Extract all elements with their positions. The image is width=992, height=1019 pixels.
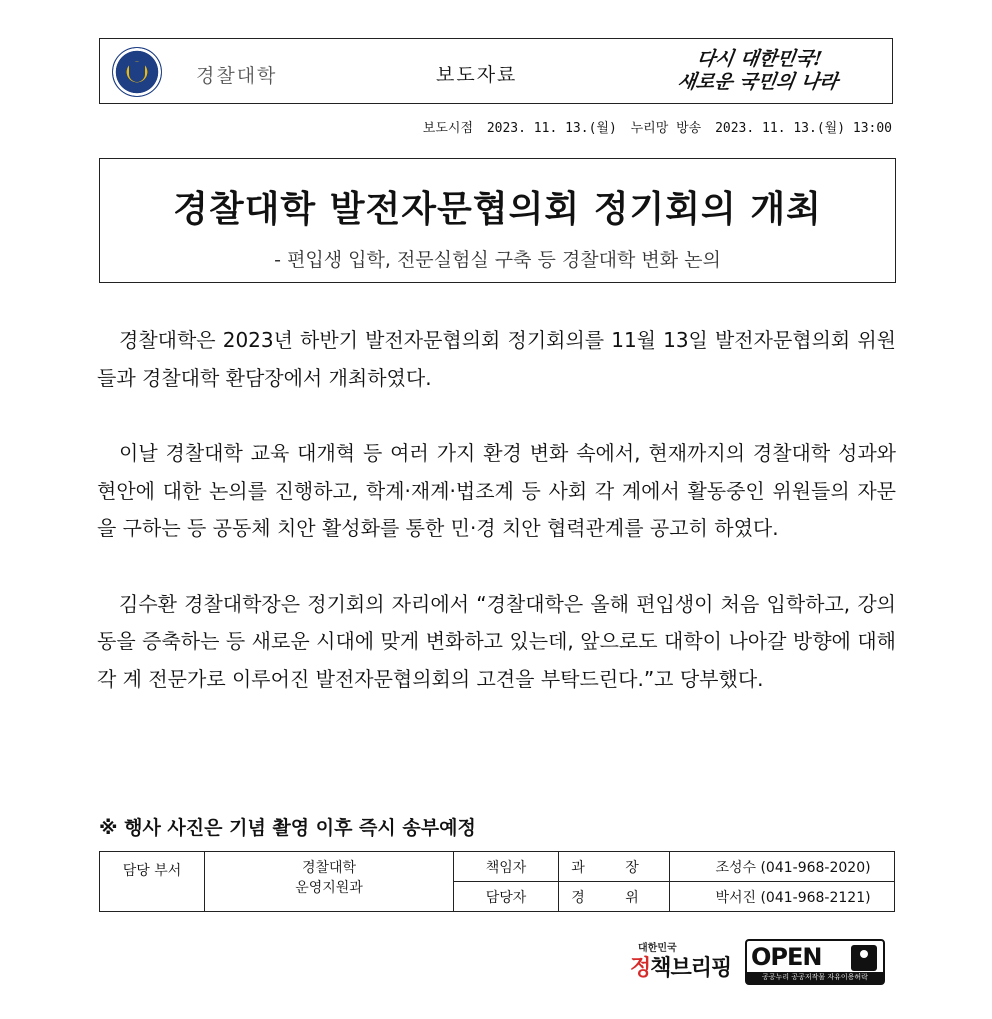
open-caption: 공공누리 공공저작물 자유이용허락 <box>747 972 883 983</box>
department <box>205 852 454 912</box>
role-cell: 담당자 <box>454 882 559 912</box>
paragraph-3: 김수환 경찰대학장은 정기회의 자리에서 “경찰대학은 올해 편입생이 처음 입학하고, 강의동을 증축하는 등 새로운 시대에 맞게 변화하고 있는데, 앞으로도 대학이 나아갈 방향에 대해 각 계 전문가로 이루어진 발전자문협의회의 고견을 부탁드린다.”고 당부했다. <box>97 591 896 691</box>
rank-cell: 경 위 <box>559 882 670 912</box>
policy-briefing-logo <box>630 937 736 987</box>
paragraph-1: 경찰대학은 2023년 하반기 발전자문협의회 정기회의를 11월 13일 발전자문협의회 위원들과 경찰대학 환담장에서 개최하였다. <box>97 328 896 390</box>
footer-logos <box>630 937 890 989</box>
press-release-header <box>99 38 893 104</box>
sub-headline: - 편입생 입학, 전문실험실 구축 등 경찰대학 변화 논의 <box>274 249 721 271</box>
article-body <box>97 322 896 736</box>
contact-row-1 <box>100 852 895 882</box>
police-university-emblem-icon <box>112 47 162 97</box>
release-time-line <box>417 117 892 136</box>
release-label: 보도시점 <box>422 121 473 136</box>
dept-label: 담당 부서 <box>100 852 205 912</box>
nuri-datetime: 2023. 11. 13.(월) 13:00 <box>715 121 892 136</box>
person-cell: 박서진 (041-968-2121) <box>670 882 895 912</box>
briefing-big-text: 정책브리핑 <box>630 956 732 981</box>
role-cell: 책임자 <box>454 852 559 882</box>
paragraph-2: 이날 경찰대학 교육 대개혁 등 여러 가지 환경 변화 속에서, 현재까지의 경찰대학 성과와 현안에 대한 논의를 진행하고, 학계·재계·법조계 등 사회 각 계에서 활동중인 위원들의 자문을 구하는 등 공동체 치안 활성화를 통한 민·경 치안 협력관계를 공고히 하였다. <box>97 441 896 540</box>
document-kind: 보도자료 <box>436 64 518 86</box>
headline: 경찰대학 발전자문협의회 정기회의 개최 <box>173 189 822 230</box>
release-date: 2023. 11. 13.(월) <box>486 121 617 136</box>
person-cell: 조성수 (041-968-2020) <box>670 852 895 882</box>
open-text: OPEN <box>751 943 822 971</box>
nuri-label: 누리망 방송 <box>630 121 702 136</box>
contact-table <box>99 851 895 912</box>
dept-line-1: 경찰대학 <box>301 860 357 876</box>
slogan-line-1: 다시 대한민국! <box>695 48 824 70</box>
slogan-line-2: 새로운 국민의 나라 <box>676 71 840 93</box>
government-slogan <box>661 45 889 99</box>
dept-line-2: 운영지원과 <box>295 880 363 896</box>
rank-cell: 과 장 <box>559 852 670 882</box>
organization-name: 경찰대학 <box>196 65 278 87</box>
photo-note: ※ 행사 사진은 기념 촬영 이후 즉시 송부예정 <box>99 817 476 839</box>
attribution-person-icon <box>851 945 877 971</box>
headline-box <box>99 158 896 283</box>
briefing-small-text: 대한민국 <box>638 943 677 954</box>
kogl-open-license-badge <box>745 939 885 985</box>
